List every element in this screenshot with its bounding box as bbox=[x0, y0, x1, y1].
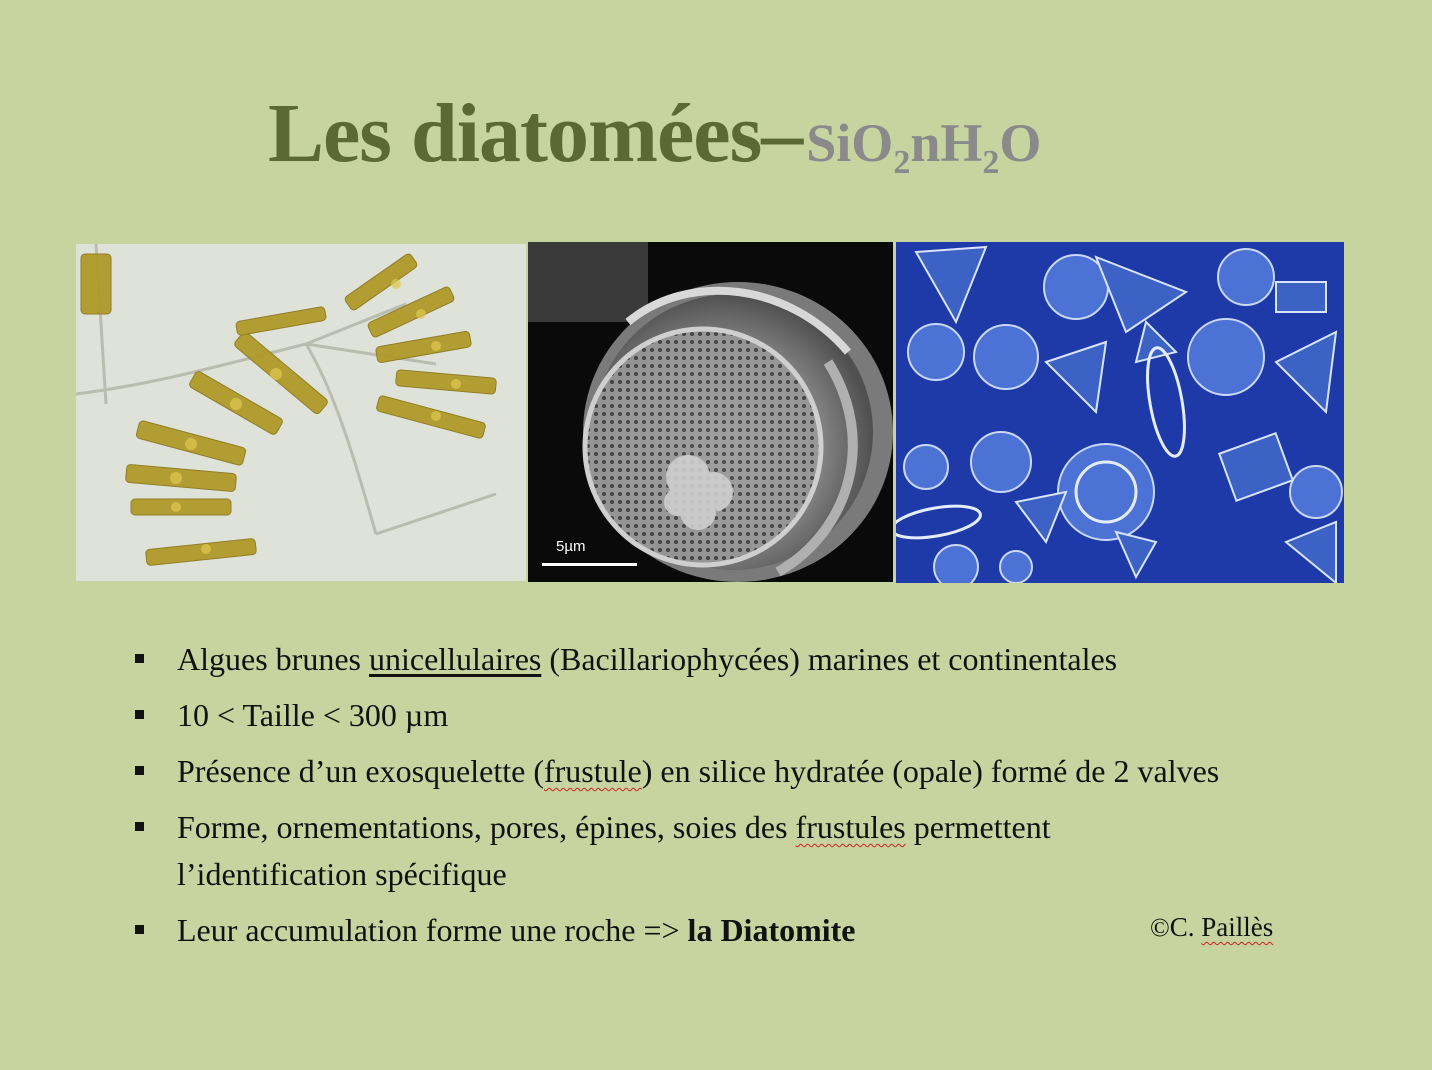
title-text: Les diatomées– bbox=[268, 87, 803, 180]
bullet-item bbox=[130, 748, 1370, 795]
bullet-text: permettent bbox=[905, 809, 1051, 845]
formula-part: SiO bbox=[806, 113, 894, 173]
bold-term: la Diatomite bbox=[687, 912, 856, 948]
diatom-assortment-photo bbox=[896, 242, 1344, 583]
bullet-text: Algues brunes bbox=[177, 641, 369, 677]
copyright-credit bbox=[1150, 912, 1273, 943]
formula-part: nH bbox=[910, 113, 983, 173]
bullet-text: (Bacillariophycées) marines et continentales bbox=[541, 641, 1118, 677]
underlined-term: unicellulaires bbox=[368, 641, 542, 677]
chemical-formula bbox=[806, 113, 1042, 181]
bullet-text: 10 < Taille < 300 µm bbox=[177, 697, 449, 733]
slide-title bbox=[268, 87, 1042, 181]
formula-subscript: 2 bbox=[893, 144, 911, 181]
bullet-item bbox=[130, 804, 1370, 898]
bullet-text: ) en silice hydratée (opale) formé de 2 valves bbox=[641, 753, 1220, 789]
diatom-chain-photo bbox=[76, 244, 526, 581]
bullet-text: Forme, ornementations, pores, épines, soies des bbox=[177, 809, 796, 845]
formula-subscript: 2 bbox=[982, 144, 1000, 181]
scale-bar bbox=[542, 563, 637, 566]
bullet-marker bbox=[135, 654, 144, 663]
scale-bar-label: 5µm bbox=[556, 538, 586, 555]
copyright-icon: © bbox=[1150, 913, 1170, 942]
credit-initial: C. bbox=[1169, 912, 1202, 942]
bullet-marker bbox=[135, 710, 144, 719]
formula-part: O bbox=[999, 113, 1042, 173]
sem-diatom-photo bbox=[528, 242, 893, 582]
bullet-item bbox=[130, 636, 1370, 683]
spellcheck-word: frustules bbox=[795, 809, 906, 845]
bullet-text: Présence d’un exosquelette ( bbox=[177, 753, 544, 789]
credit-name: Paillès bbox=[1201, 912, 1274, 942]
bullet-marker bbox=[135, 766, 144, 775]
bullet-text: Leur accumulation forme une roche => bbox=[177, 912, 688, 948]
bullet-marker bbox=[135, 822, 144, 831]
spellcheck-word: frustule bbox=[543, 753, 642, 789]
bullet-marker bbox=[135, 925, 144, 934]
bullet-text: l’identification spécifique bbox=[177, 856, 507, 892]
bullet-item bbox=[130, 692, 1370, 739]
